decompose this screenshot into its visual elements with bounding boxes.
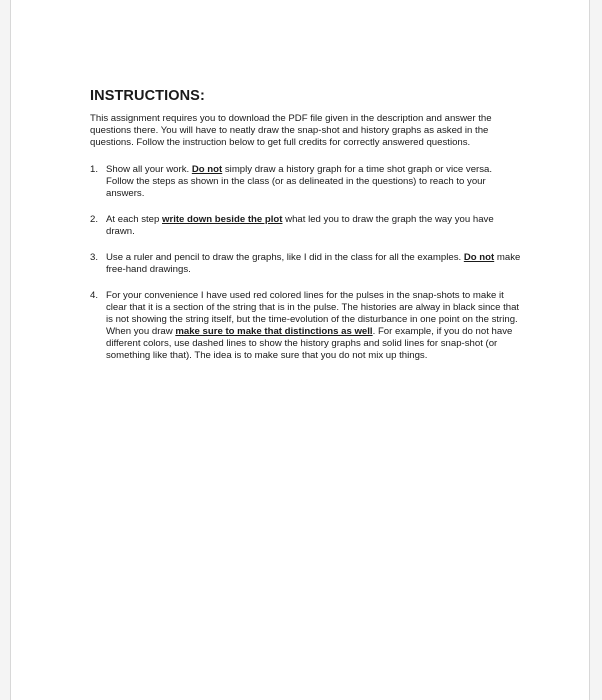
item-number: 1.	[90, 164, 99, 175]
instructions-list	[90, 164, 522, 362]
list-item	[90, 214, 522, 238]
instructions-heading: INSTRUCTIONS:	[90, 88, 205, 104]
item-text: . For example, if you do not have different colors, use dashed lines to show the history graphs and solid lines for snap-shot (or something like that). The idea is to make sure that you do not mix up things.	[106, 326, 513, 361]
document-page	[10, 0, 590, 700]
item-emphasis: Do not	[463, 252, 495, 263]
item-text: Show all your work.	[106, 164, 192, 175]
item-emphasis: Do not	[191, 164, 223, 175]
list-item	[90, 290, 522, 362]
item-text: simply draw a history graph for a time shot graph or vice versa. Follow the steps as shown in the class (or as delineated in the questions) to reach to your answers.	[106, 164, 493, 199]
item-text: At each step	[106, 214, 162, 225]
intro-paragraph: This assignment requires you to download the PDF file given in the description and answer the questions there. You will have to neatly draw the snap-shot and history graphs as asked in the questions. Follow the instruction below to get full credits for correctly answered questions.	[90, 113, 492, 148]
document-content	[90, 88, 522, 376]
list-item	[90, 164, 522, 200]
item-emphasis: make sure to make that distinctions as well	[175, 326, 373, 337]
item-text: Use a ruler and pencil to draw the graphs, like I did in the class for all the examples.	[106, 252, 464, 263]
item-emphasis: write down beside the plot	[162, 214, 283, 225]
item-text: what led you to draw the graph the way you have drawn.	[106, 214, 494, 237]
item-number: 3.	[90, 252, 99, 263]
item-text: For your convenience I have used red colored lines for the pulses in the snap-shots to make it clear that it is a section of the string that is in the pulse. The histories are alway in black since that is not showing the string itself, but the time-evolution of the disturbance in one point on the string. When you draw	[106, 290, 520, 337]
item-number: 4.	[90, 290, 99, 301]
list-item	[90, 252, 522, 276]
item-text: make free-hand drawings.	[106, 252, 521, 275]
item-number: 2.	[90, 214, 99, 225]
